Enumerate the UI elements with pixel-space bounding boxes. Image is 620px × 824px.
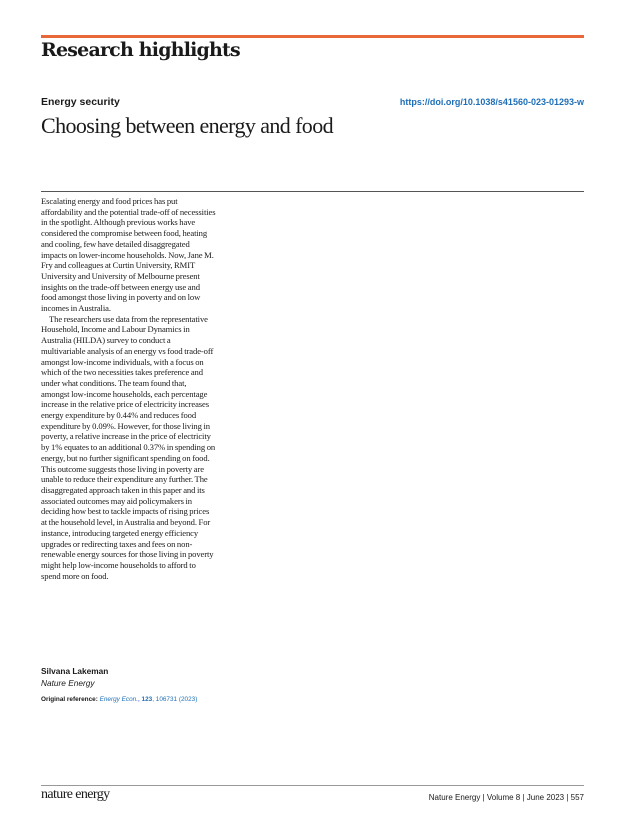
header-accent-rule xyxy=(41,35,584,38)
author-block xyxy=(41,666,241,703)
author-journal: Nature Energy xyxy=(41,678,95,688)
article-category: Energy security xyxy=(41,96,120,108)
reference-pages: , 106731 (2023) xyxy=(152,696,198,703)
original-reference xyxy=(41,696,241,703)
reference-link[interactable]: Energy Econ., 123, 106731 (2023) xyxy=(99,696,198,703)
article-title: Choosing between energy and food xyxy=(41,113,333,138)
article-body xyxy=(41,196,216,581)
issue-info: Nature Energy | Volume 8 | June 2023 | 557 xyxy=(428,793,584,802)
journal-logo: nature energy xyxy=(41,787,110,802)
body-paragraph: Escalating energy and food prices has put affordability and the potential trade-off of necessities in the spotlight. Although previous works have considered the compromise between food, heating and cooling, few have detailed disaggregated impacts on lower-income households. Now, Jane M. Fry and colleagues at Curtin University, RMIT University and University of Melbourne present insights on the trade-off between energy use and food amongst those living in poverty and on low incomes in Australia. xyxy=(41,196,216,314)
reference-label: Original reference: xyxy=(41,696,98,703)
footer-divider xyxy=(41,785,584,786)
reference-journal: Energy Econ. xyxy=(99,696,138,703)
author-name: Silvana Lakeman xyxy=(41,666,109,676)
doi-link[interactable]: https://doi.org/10.1038/s41560-023-01293-w xyxy=(399,97,584,107)
reference-volume: 123 xyxy=(141,696,153,703)
section-title: Research highlights xyxy=(41,39,240,61)
body-paragraph: The researchers use data from the representative Household, Income and Labour Dynamics in Australia (HILDA) survey to conduct a multivariable analysis of an energy vs food trade-off amongst low-income individuals, with a focus on which of the two necessities takes preference and under what conditions. The team found that, amongst low-income households, each percentage increase in the relative price of electricity increases energy expenditure by 0.44% and reduces food expenditure by 0.09%. However, for those living in poverty, a relative increase in the price of electricity by 1% equates to an additional 0.37% in spending on energy, but no further significant spending on food. This outcome suggests those living in poverty are unable to reduce their expenditure any further. The disaggregated approach taken in this paper and its associated outcomes may aid policymakers in deciding how best to tackle impacts of rising prices at the household level, in Australia and beyond. For instance, introducing targeted energy efficiency upgrades or redirecting taxes and fees on non-renewable energy sources for those living in poverty might help low-income households to afford to spend more on food. xyxy=(41,313,216,581)
title-divider xyxy=(41,191,584,192)
